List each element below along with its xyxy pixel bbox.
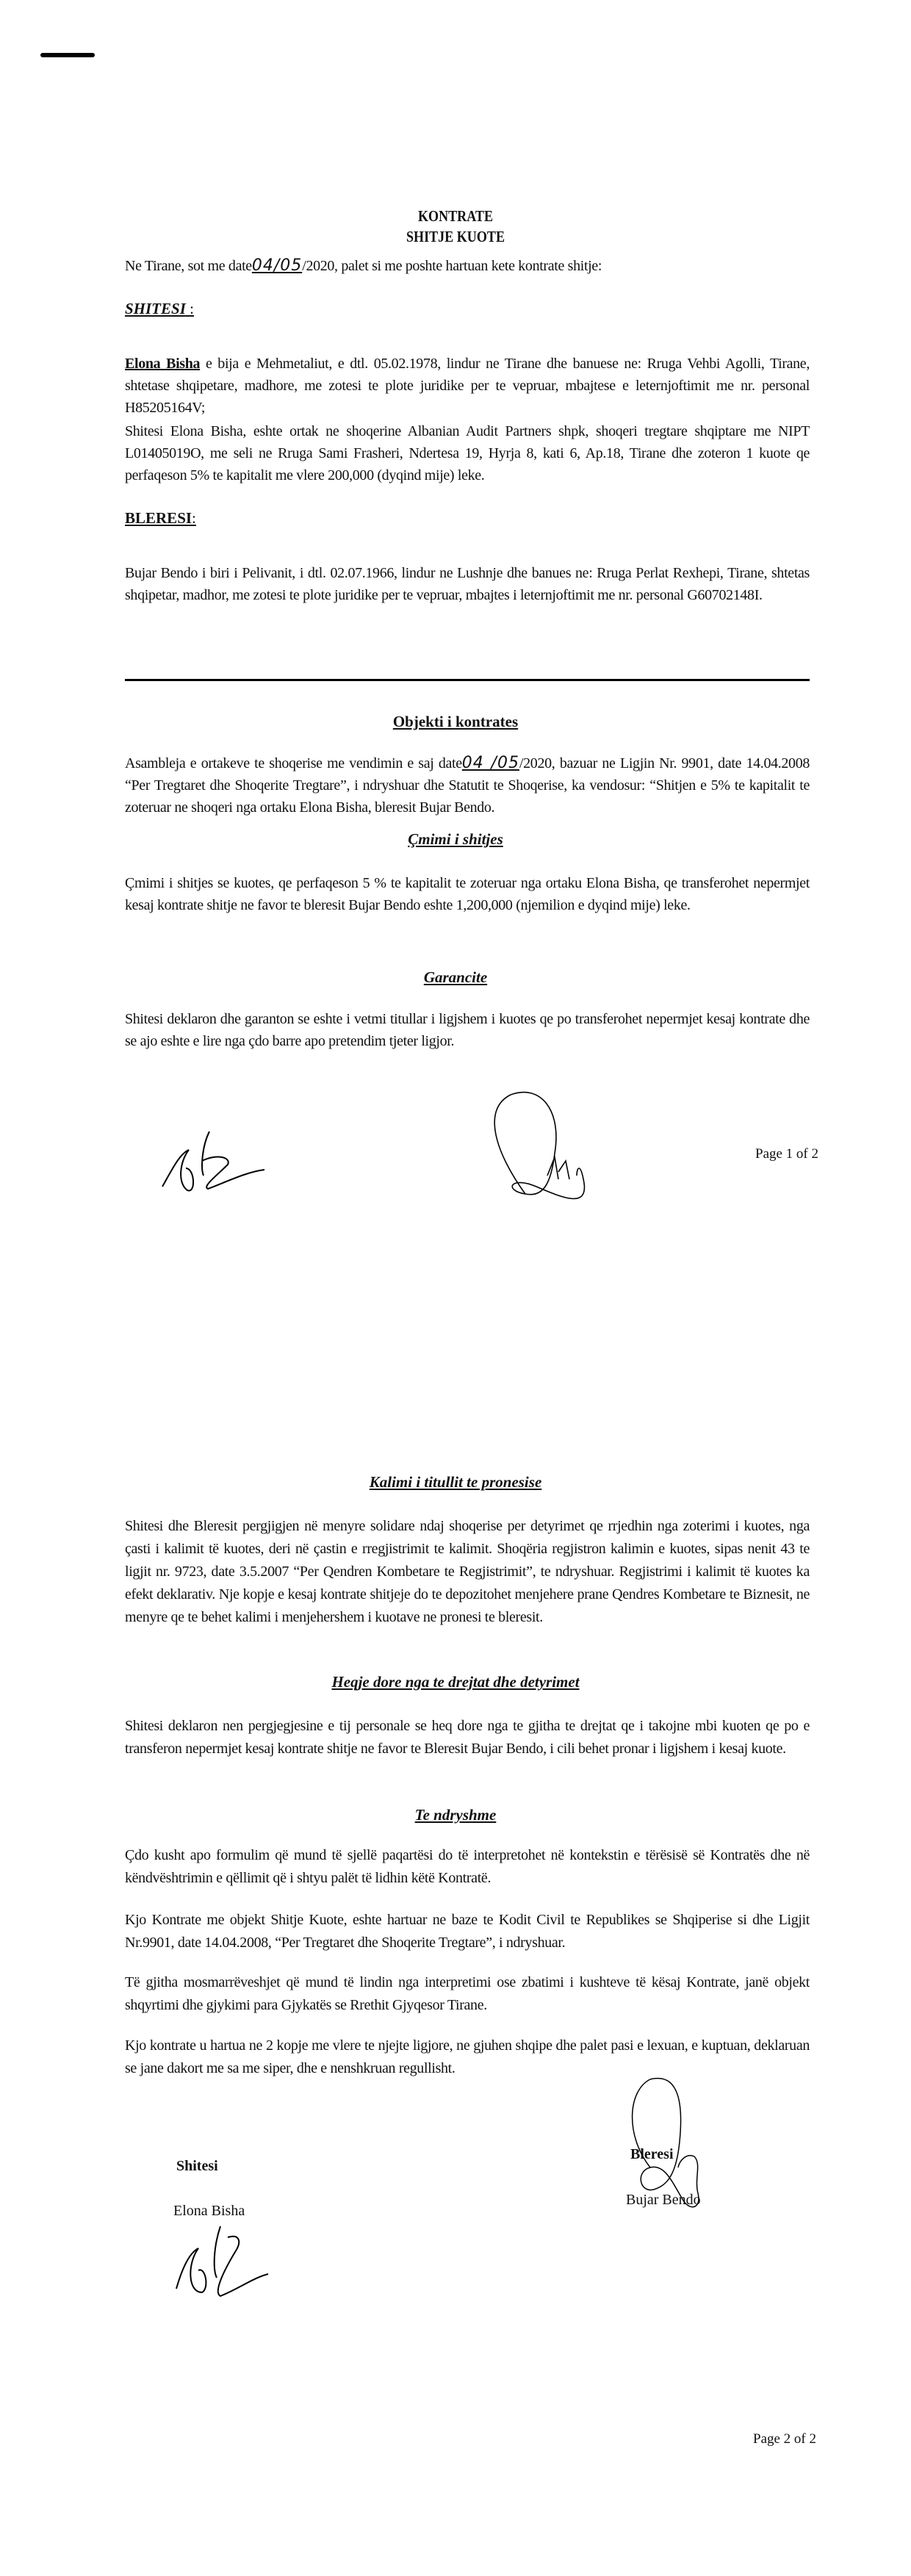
seller-paragraph-1 xyxy=(125,353,810,419)
intro-suffix: /2020, palet si me poshte hartuan kete kontrate shitje: xyxy=(302,258,602,274)
section-heading-object xyxy=(0,713,911,731)
section-guarantees-paragraph: Shitesi deklaron dhe garanton se eshte i vetmi titullar i ligjshem i kuotes qe po transferohet nepermjet kesaj kontrate dhe se ajo eshte e lire nga çdo barre apo pretendim tjeter ligjor. xyxy=(125,1011,810,1049)
section-title-transfer-paragraph: Shitesi dhe Bleresit pergjigjen në menyre solidare ndaj shoqerise per detyrimet qe rrjedhin nga zoterimi i kuotes, nga çasti i kalimit të kuotes, deri në çastin e rregjistrimit te kalimit. Shoqëria regjistron kalimin e kuotes, sipas nenit 43 te ligjit nr. 9723, date 3.5.2007 “Per Qendren Kombetare te Regjistrimit”, te ndryshuar. Regjistrimi i kalimit të kuotes ka efekt deklarativ. Nje kopje e kesaj kontrate shitjeje do te depozitohet menjehere prane Qendres Kombetare te Biznesit, ne menyre qe te behet kalimi i menjehershem i kuotave ne pronesi te bleresit. xyxy=(125,1518,810,1625)
handwritten-date: 04 /05 xyxy=(461,754,519,772)
buyer-name-label: Bujar Bendo xyxy=(626,2192,701,2208)
misc-paragraph-3: Të gjitha mosmarrëveshjet që mund të lindin nga interpretimi ose zbatimi i kushteve të kësaj Kontrate, janë objekt shqyrtimi dhe gjykimi para Gjykatës se Rrethit Gjyqesor Tirane. xyxy=(125,1974,810,2013)
seller-name-label: Elona Bisha xyxy=(173,2203,245,2219)
buyer-label-text: BLERESI xyxy=(125,509,192,527)
buyer-label-suffix: : xyxy=(192,509,196,527)
document-subtitle: SHITJE KUOTE xyxy=(406,228,505,245)
section-heading-waiver xyxy=(0,1673,911,1691)
horizontal-rule xyxy=(125,679,810,681)
intro-prefix: Ne Tirane, sot me date xyxy=(125,258,252,274)
object-suffix: /2020, bazuar ne Ligjin Nr. 9901, date 14.04.2008 “Per Tregtaret dhe Shoqerite Tregtare”, i ndryshuar dhe Statutit te Shoqerise, ka vendosur: “Shitjen e 5% te kapitalit te zoteruar ne shoqeri nga ortaku Elona Bisha, bleresit Bujar Bendo. xyxy=(125,755,810,816)
misc-paragraph-2: Kjo Kontrate me objekt Shitje Kuote, eshte hartuar ne baze te Kodit Civil te Republikes se Shqiperise si dhe Ligjit Nr.9901, date 14.04.2008, “Per Tregtaret dhe Shoqerite Tregtare”, i ndryshuar. xyxy=(125,1912,810,1951)
heading-text: Garancite xyxy=(423,968,488,986)
heading-text: Kalimi i titullit te pronesise xyxy=(369,1473,542,1491)
heading-text: Te ndryshme xyxy=(414,1806,497,1824)
misc-paragraph-1: Çdo kusht apo formulim që mund të sjellë paqartësi do të interpretohet në kontekstin e tërësisë së Kontratës dhe në këndvështrimin e qëllimit që i shtyu palët të lidhin këtë Kontratë. xyxy=(125,1847,810,1886)
seller-label-text: SHITESI xyxy=(125,300,186,317)
section-heading-misc xyxy=(0,1806,911,1824)
buyer-role-label: Bleresi xyxy=(630,2146,674,2162)
page-number-1: Page 1 of 2 xyxy=(755,1146,819,1162)
seller-details: e bija e Mehmetaliut, e dtl. 05.02.1978, lindur ne Tirane dhe banuese ne: Rruga Vehbi Agolli, Tirane, shtetase shqipetare, madhore, me zotesi te plote juridike per te vepruar, mbajtese e leternjoftimit me nr. personal H85205164V; xyxy=(125,356,810,416)
section-price-paragraph: Çmimi i shitjes se kuotes, qe perfaqeson 5 % te kapitalit te zoteruar nga ortaku Elona Bisha, qe transferohet nepermjet kesaj kontrate shitje ne favor te bleresit Bujar Bendo eshte 1,200,000 (njemilion e dyqind mije) leke. xyxy=(125,875,810,913)
seller-label-suffix: : xyxy=(185,300,194,317)
seller-label xyxy=(125,300,194,318)
seller-paragraph-2: Shitesi Elona Bisha, eshte ortak ne shoqerine Albanian Audit Partners shpk, shoqeri tregtare shqiptare me NIPT L01405019O, me seli ne Rruga Sami Frasheri, Ndertesa 19, Hyrja 8, kati 6, Ap.18, Tirane dhe zoteron 1 kuote qe perfaqeson 5% te kapitalit me vlere 200,000 (dyqind mije) leke. xyxy=(125,423,810,483)
buyer-signature xyxy=(467,1087,613,1231)
section-heading-price xyxy=(0,830,911,849)
buyer-label xyxy=(125,509,196,528)
page-number-2: Page 2 of 2 xyxy=(753,2431,817,2447)
seller-role-label: Shitesi xyxy=(176,2158,218,2174)
section-heading-guarantees xyxy=(0,968,911,987)
scan-mark xyxy=(40,53,95,57)
heading-text: Objekti i kontrates xyxy=(392,713,519,730)
buyer-paragraph: Bujar Bendo i biri i Pelivanit, i dtl. 02.07.1966, lindur ne Lushnje dhe banues ne: Rruga Perlat Rexhepi, Tirane, shtetas shqipetar, madhor, me zotesi te plote juridike per te vepruar, mbajtes i leternjoftimit me nr. personal G60702148I. xyxy=(125,565,810,603)
buyer-signature-2 xyxy=(599,2076,716,2226)
document-title: KONTRATE xyxy=(417,207,494,225)
intro-line xyxy=(125,255,810,277)
seller-name: Elona Bisha xyxy=(125,356,201,372)
section-object-paragraph xyxy=(125,752,810,819)
section-heading-title-transfer xyxy=(0,1473,911,1492)
misc-paragraph-4: Kjo kontrate u hartua ne 2 kopje me vlere te njejte ligjore, ne gjuhen shqipe dhe palet pasi e lexuan, e kuptuan, deklaruan se jane dakort me sa me siper, dhe e nenshkruan regullisht. xyxy=(125,2037,810,2076)
heading-text: Çmimi i shitjes xyxy=(408,830,503,848)
seller-signature xyxy=(158,1117,276,1201)
heading-text: Heqje dore nga te drejtat dhe detyrimet xyxy=(331,1673,580,1691)
object-prefix: Asambleja e ortakeve te shoqerise me vendimin e saj date xyxy=(125,755,462,771)
section-waiver-paragraph: Shitesi deklaron nen pergjegjesine e tij personale se heq dore nga te gjitha te drejtat qe i takojne mbi kuoten qe po e transferon nepermjet kesaj kontrate shitje ne favor te Bleresit Bujar Bendo, i cili behet pronar i ligjshem i kesaj kuote. xyxy=(125,1718,810,1757)
handwritten-date: 04/05 xyxy=(251,256,303,275)
seller-signature-2 xyxy=(169,2219,279,2303)
